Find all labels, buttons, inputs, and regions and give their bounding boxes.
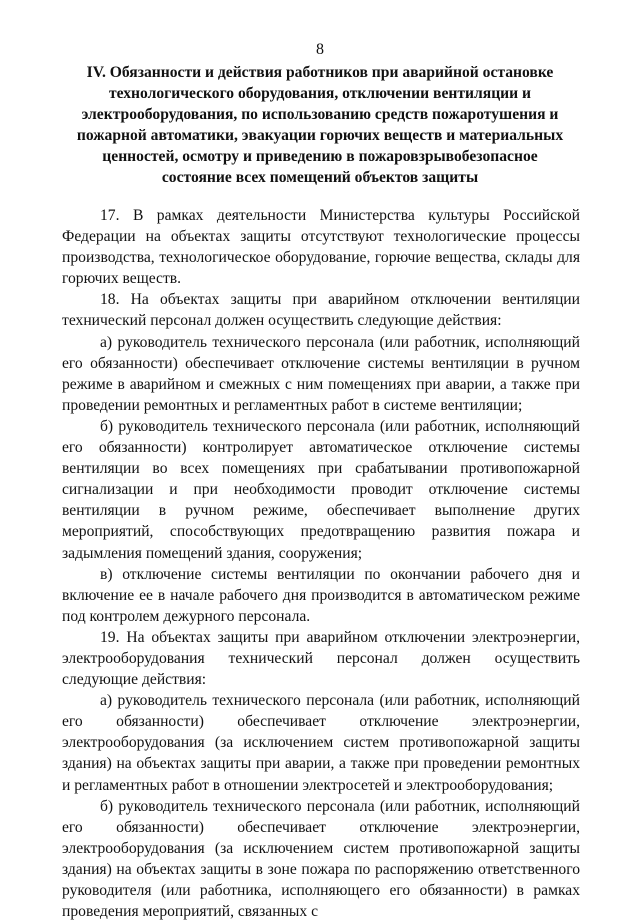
paragraph-18-b: б) руководитель технического персонала (или работник, исполняющий его обязанности) контролирует автоматическое отключение системы вентиляции во всех помещениях при срабатывании противопожарной сигнализации и при необходимости проводит отключение системы вентиляции в ручном режиме, обеспечивает выполнение других мероприятий, способствующих предотвращению развития пожара и задымления помещений здания, сооружения; xyxy=(62,417,580,562)
paragraph-17: 17. В рамках деятельности Министерства культуры Российской Федерации на объектах защиты отсутствуют технологические процессы производства, технологическое оборудование, горючие вещества, склады для горючих веществ. xyxy=(62,207,580,288)
document-body xyxy=(62,205,580,922)
page-number: 8 xyxy=(316,41,324,58)
paragraph-19-b: б) руководитель технического персонала (или работник, исполняющий его обязанности) обеспечивает отключение электроэнергии, электрооборудования (за исключением систем противопожарной защиты здания) на объектах защиты в зоне пожара по распоряжению ответственного руководителя (или работника, исполняющего его обязанности) в рамках проведения мероприятий, связанных с xyxy=(62,797,580,921)
paragraph-18-v: в) отключение системы вентиляции по окончании рабочего дня и включение ее в начале рабочего дня производится в автоматическом режиме под контролем дежурного персонала. xyxy=(62,565,580,625)
paragraph-19-a: а) руководитель технического персонала (или работник, исполняющий его обязанности) обеспечивает отключение электроэнергии, электрооборудования (за исключением систем противопожарной защиты здания) на объектах защиты при аварии, а также при проведении ремонтных и регламентных работ в отношении электросетей и электрооборудования; xyxy=(62,692,580,794)
section-title: IV. Обязанности и действия работников при аварийной остановке технологического оборудования, отключении вентиляции и электрооборудования, по использованию средств пожаротушения и пожарной автоматики, эвакуации горючих веществ и материальных ценностей, осмотру и приведению в пожаровзрывобезопасное состояние всех помещений объектов защиты xyxy=(76,64,564,186)
paragraph-18-a: а) руководитель технического персонала (или работник, исполняющий его обязанности) обеспечивает отключение системы вентиляции в ручном режиме в аварийном и смежных с ним помещениях при аварии, а также при проведении ремонтных и регламентных работ в системе вентиляции; xyxy=(62,333,580,414)
paragraph-18: 18. На объектах защиты при аварийном отключении вентиляции технический персонал должен осуществить следующие действия: xyxy=(62,291,580,330)
paragraph-19: 19. На объектах защиты при аварийном отключении электроэнергии, электрооборудования технический персонал должен осуществить следующие действия: xyxy=(62,628,580,689)
